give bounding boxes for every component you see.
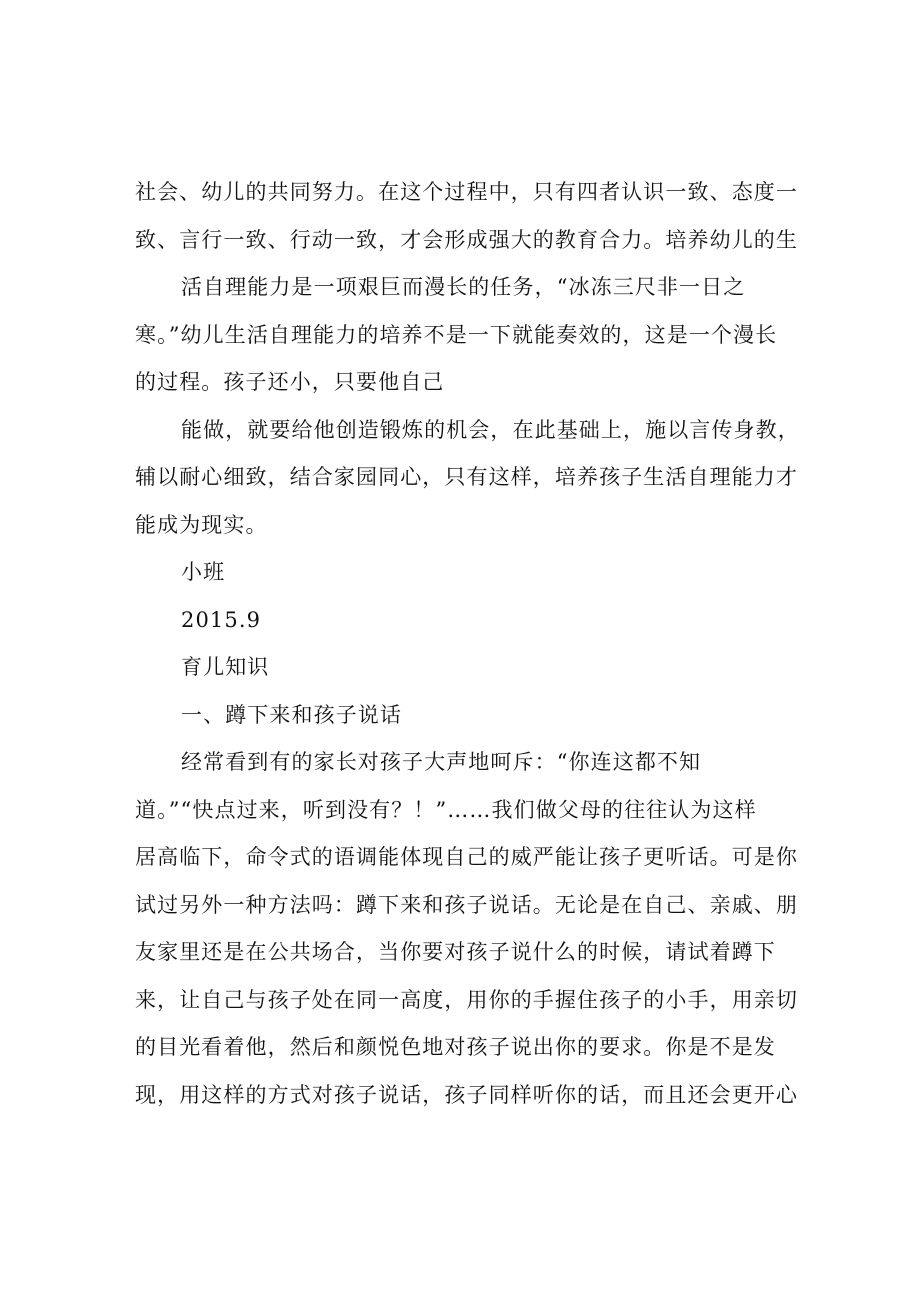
paragraph-line: 现，用这样的方式对孩子说话，孩子同样听你的话，而且还会更开心	[135, 1083, 798, 1107]
paragraph-line: 试过另外一种方法吗：蹲下来和孩子说话。无论是在自己、亲戚、朋	[135, 893, 798, 917]
paragraph-line: 来，让自己与孩子处在同一高度，用你的手握住孩子的小手，用亲切	[135, 988, 798, 1012]
paragraph-line: 寒。”幼儿生活自理能力的培养不是一下就能奏效的，这是一个漫长	[135, 323, 778, 347]
section-title: 育儿知识	[181, 655, 270, 679]
paragraph-line: 活自理能力是一项艰巨而漫长的任务，“冰冻三尺非一日之	[181, 275, 746, 299]
paragraph-line: 经常看到有的家长对孩子大声地呵斥：“你连这都不知	[181, 750, 702, 774]
paragraph-line: 辅以耐心细致，结合家园同心，只有这样，培养孩子生活自理能力才	[135, 465, 798, 489]
paragraph-line: 的过程。孩子还小，只要他自己	[135, 370, 445, 394]
paragraph-line: 能成为现实。	[135, 513, 268, 537]
paragraph-line: 居高临下，命令式的语调能体现自己的威严能让孩子更听话。可是你	[135, 845, 798, 869]
paragraph-line: 道。”“快点过来，听到没有？！”……我们做父母的往往认为这样	[135, 798, 757, 822]
paragraph-line: 社会、幼儿的共同努力。在这个过程中，只有四者认识一致、态度一	[135, 180, 798, 204]
subsection-heading: 一、蹲下来和孩子说话	[181, 703, 402, 727]
class-label: 小班	[181, 560, 226, 584]
date-label: 2015.9	[181, 608, 262, 632]
paragraph-line: 友家里还是在公共场合，当你要对孩子说什么的时候，请试着蹲下	[135, 940, 776, 964]
paragraph-line: 致、言行一致、行动一致，才会形成强大的教育合力。培养幼儿的生	[135, 228, 798, 252]
paragraph-line: 能做，就要给他创造锻炼的机会，在此基础上，施以言传身教，	[181, 418, 800, 442]
paragraph-line: 的目光看着他，然后和颜悦色地对孩子说出你的要求。你是不是发	[135, 1035, 776, 1059]
